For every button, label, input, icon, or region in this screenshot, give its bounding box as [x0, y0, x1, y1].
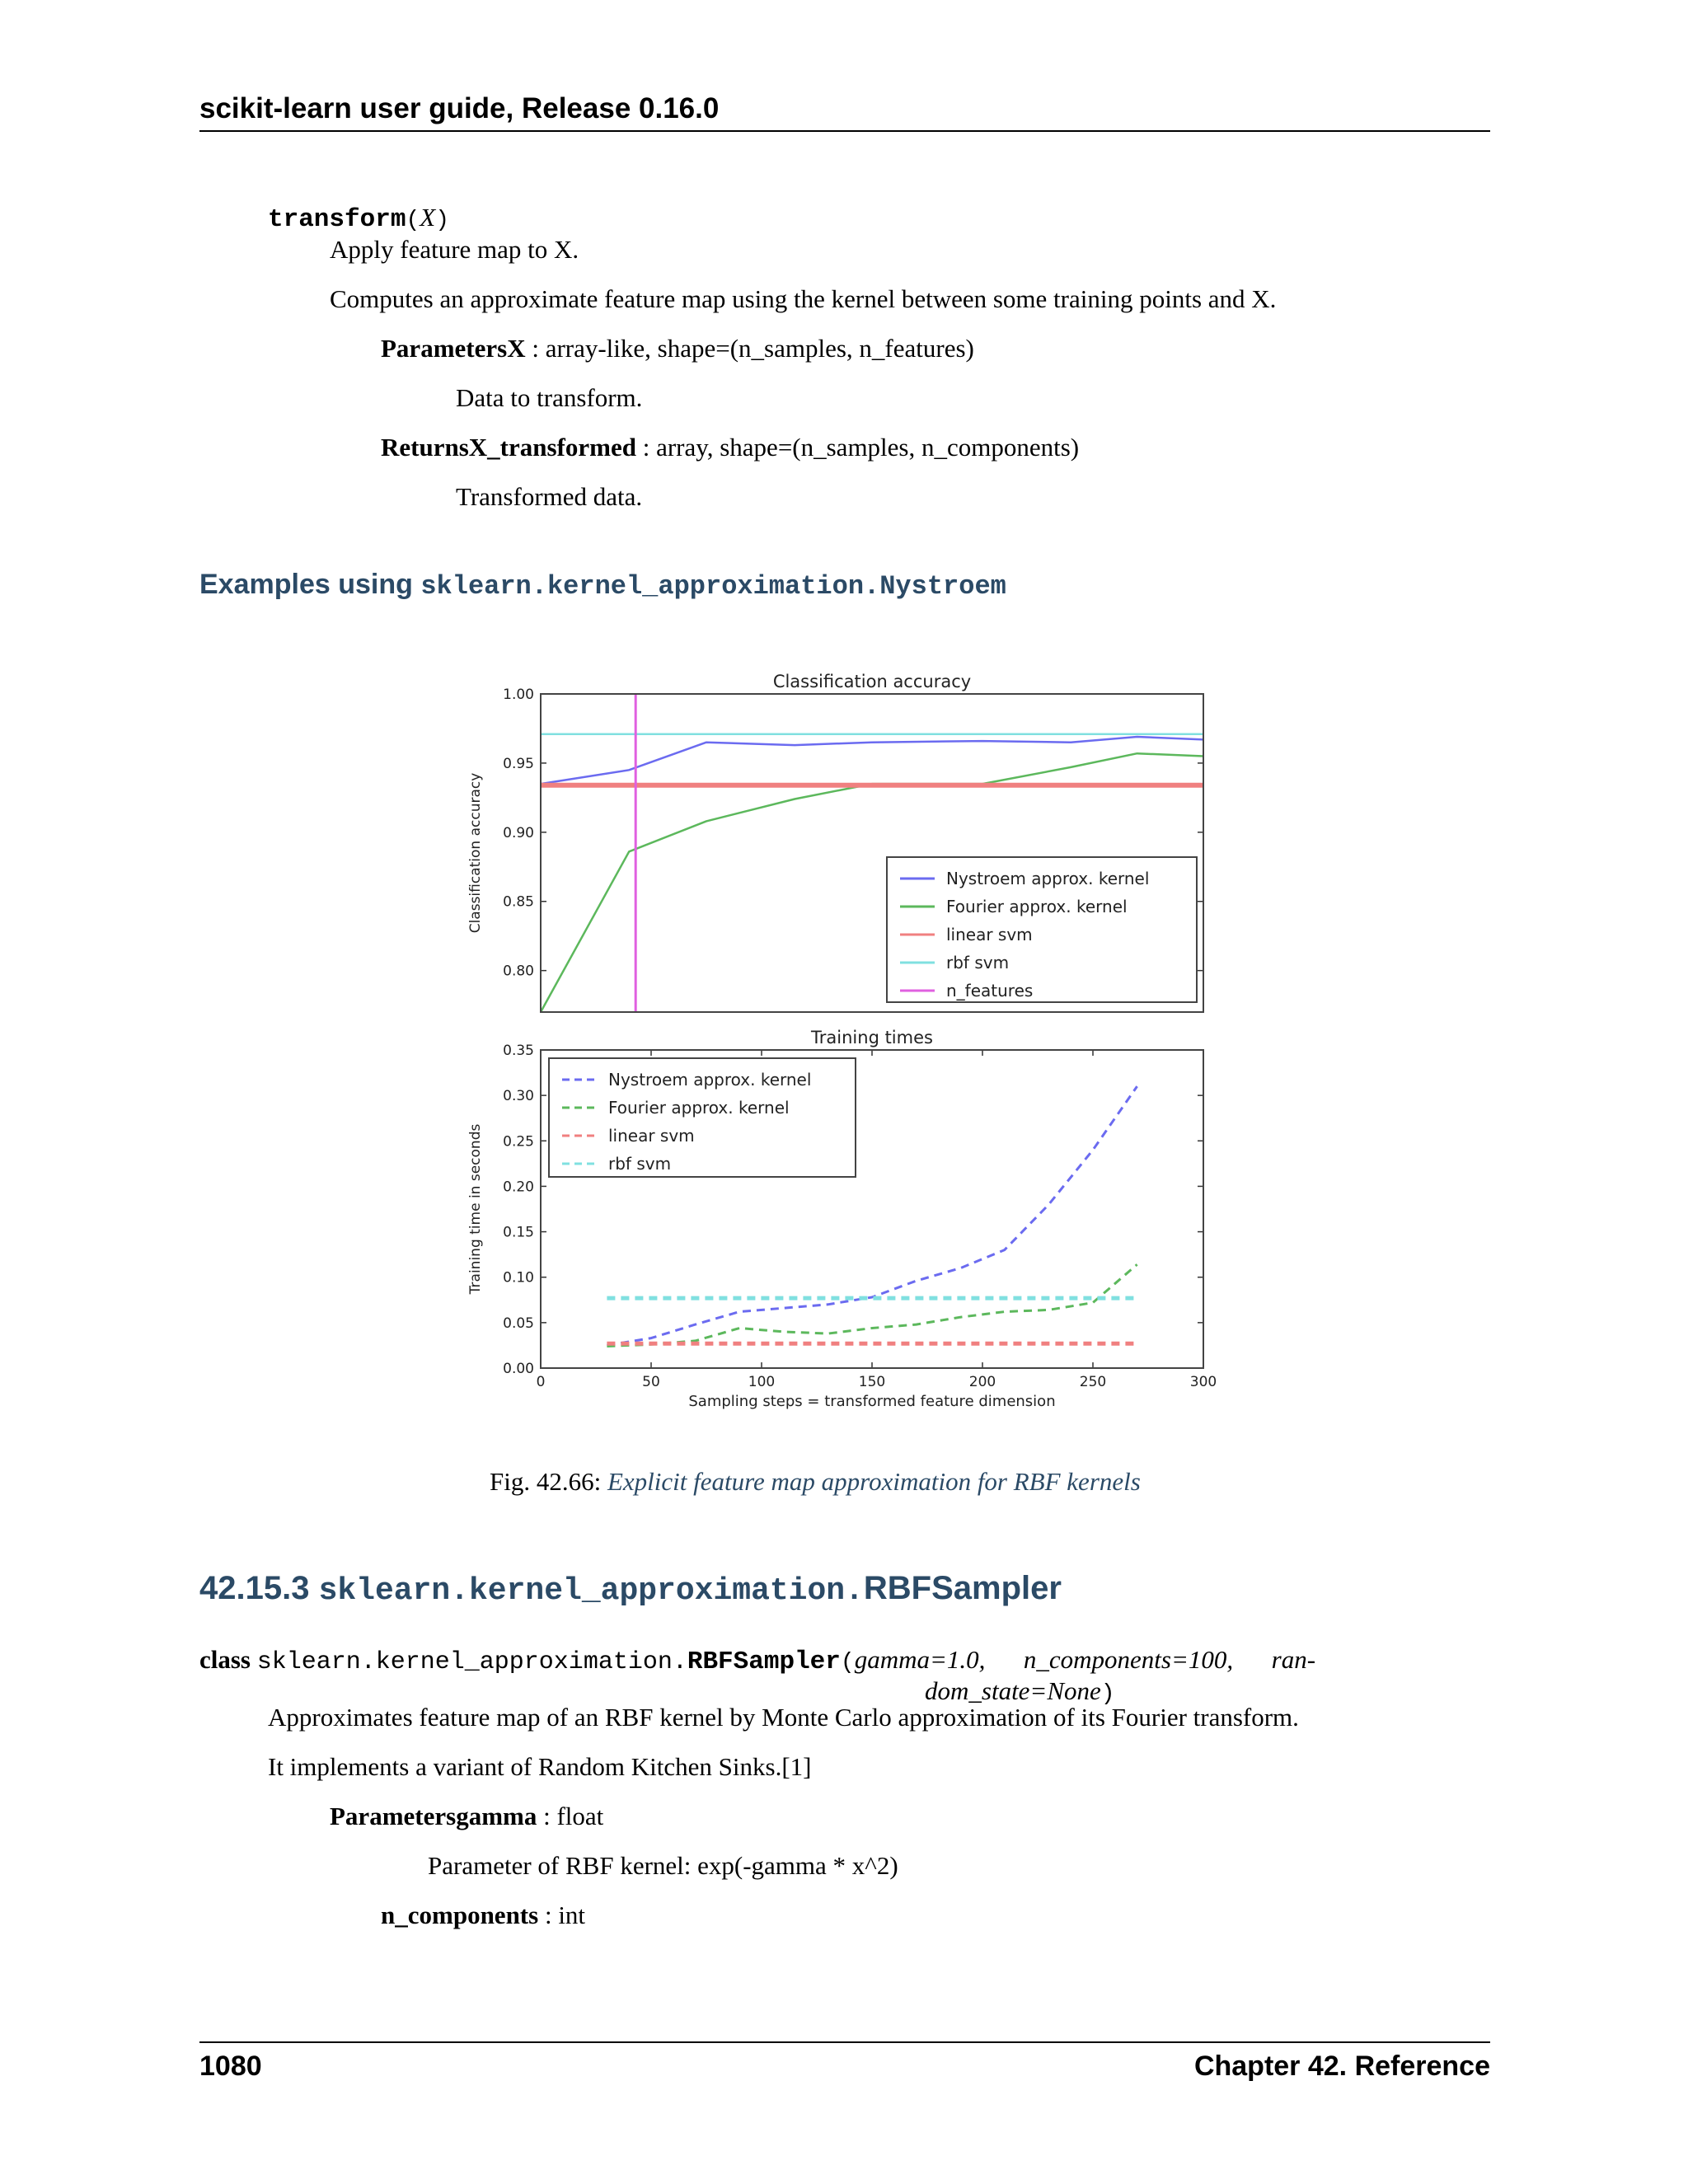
legend-label: n_features	[946, 981, 1034, 1001]
return-name: X_transformed	[468, 433, 636, 462]
signature-open-paren: (	[840, 1650, 855, 1675]
param-description: Data to transform.	[456, 383, 643, 412]
section-number: 42.15.3	[199, 1570, 319, 1606]
y-tick-label: 0.05	[503, 1315, 534, 1332]
rbf-param-gamma	[330, 1802, 603, 1831]
legend-label: linear svm	[946, 925, 1033, 944]
page-header-title: scikit-learn user guide, Release 0.16.0	[199, 92, 720, 124]
section-heading	[199, 1570, 1062, 1609]
section-code: sklearn.kernel_approximation.	[318, 1573, 864, 1609]
transform-summary: Apply feature map to X.	[330, 235, 579, 264]
legend-label: rbf svm	[946, 953, 1010, 972]
signature-close-paren: )	[435, 208, 449, 233]
transform-signature	[268, 203, 449, 234]
return-description: Transformed data.	[456, 482, 643, 511]
class-name: RBFSampler	[687, 1647, 841, 1676]
y-tick-label: 1.00	[503, 687, 534, 703]
y-tick-label: 0.15	[503, 1224, 534, 1241]
legend-label: Fourier approx. kernel	[608, 1098, 790, 1118]
transform-returns	[381, 433, 1079, 462]
transform-method-name: transform	[268, 205, 406, 234]
y-axis-label: Classification accuracy	[467, 772, 484, 934]
signature-args-line1: gamma=1.0, n_components=100, ran-	[854, 1645, 1316, 1674]
chart-title: Classification accuracy	[772, 672, 972, 691]
kernel-approximation-figure	[462, 659, 1236, 1418]
x-tick-label: 250	[1079, 1374, 1107, 1390]
legend-label: Nystroem approx. kernel	[608, 1070, 812, 1090]
param-name-n-components: n_components	[381, 1900, 539, 1929]
x-tick-label: 0	[536, 1374, 546, 1390]
rbf-signature-line1	[199, 1645, 1315, 1676]
rbf-note: It implements a variant of Random Kitchen Sinks.[1]	[268, 1752, 812, 1781]
x-tick-label: 200	[968, 1374, 996, 1390]
y-tick-label: 0.25	[503, 1133, 534, 1151]
figure-link[interactable]: Explicit feature map approximation for RBF kernels	[607, 1467, 1141, 1496]
y-tick-label: 0.30	[503, 1088, 534, 1105]
section-name: RBFSampler	[863, 1570, 1062, 1606]
y-axis-label: Training time in seconds	[467, 1123, 484, 1295]
param-name-gamma: gamma	[456, 1802, 537, 1830]
x-tick-label: 50	[642, 1374, 660, 1390]
signature-args-line2: dom_state=None	[925, 1676, 1101, 1705]
transform-parameters	[381, 334, 974, 363]
series-line	[607, 1264, 1137, 1346]
param-type-gamma: : float	[537, 1802, 604, 1830]
x-tick-label: 150	[858, 1374, 886, 1390]
parameters-label: Parameters	[330, 1802, 457, 1830]
y-tick-label: 0.10	[503, 1269, 534, 1286]
y-tick-label: 0.95	[503, 755, 534, 772]
examples-heading-prefix: Examples using	[199, 569, 421, 600]
param-name: X	[507, 334, 526, 363]
rbf-param-n-components	[381, 1900, 585, 1930]
x-tick-label: 100	[748, 1374, 776, 1390]
returns-label: Returns	[381, 433, 469, 462]
signature-close-paren: )	[1100, 1681, 1115, 1707]
footer-rule	[199, 2041, 1490, 2043]
param-type-n-components: : int	[538, 1900, 586, 1929]
x-axis-label: Sampling steps = transformed feature dimension	[688, 1393, 1056, 1410]
class-keyword: class	[199, 1645, 257, 1674]
transform-arg: X	[420, 203, 436, 232]
return-type: : array, shape=(n_samples, n_components)	[635, 433, 1080, 462]
examples-heading-code[interactable]: sklearn.kernel_approximation.Nystroem	[420, 571, 1006, 602]
y-tick-label: 0.85	[503, 893, 534, 911]
y-tick-label: 0.80	[503, 963, 534, 980]
legend-label: linear svm	[608, 1126, 695, 1146]
y-tick-label: 0.90	[503, 824, 534, 841]
param-description-gamma: Parameter of RBF kernel: exp(-gamma * x^2)	[428, 1851, 898, 1880]
param-type: : array-like, shape=(n_samples, n_features)	[525, 334, 974, 363]
parameters-label: Parameters	[381, 334, 508, 363]
y-tick-label: 0.20	[503, 1179, 534, 1196]
legend-label: rbf svm	[608, 1154, 672, 1174]
y-tick-label: 0.35	[503, 1043, 534, 1059]
class-module: sklearn.kernel_approximation.	[256, 1648, 687, 1676]
rbf-summary: Approximates feature map of an RBF kernel by Monte Carlo approximation of its Fourier transform.	[268, 1703, 1299, 1732]
footer-chapter: Chapter 42. Reference	[1193, 2050, 1490, 2082]
legend-label: Nystroem approx. kernel	[946, 869, 1150, 888]
y-tick-label: 0.00	[503, 1361, 534, 1377]
chart-title: Training times	[811, 1028, 933, 1047]
signature-open-paren: (	[406, 208, 420, 233]
legend-label: Fourier approx. kernel	[946, 897, 1128, 916]
header-rule	[199, 130, 1490, 132]
examples-heading	[199, 569, 1006, 602]
footer-page-number: 1080	[199, 2050, 262, 2082]
figure-label: Fig. 42.66:	[490, 1467, 607, 1496]
transform-description: Computes an approximate feature map using the kernel between some training points and X.	[330, 284, 1277, 313]
x-tick-label: 300	[1189, 1374, 1217, 1390]
figure-caption	[490, 1467, 1141, 1497]
